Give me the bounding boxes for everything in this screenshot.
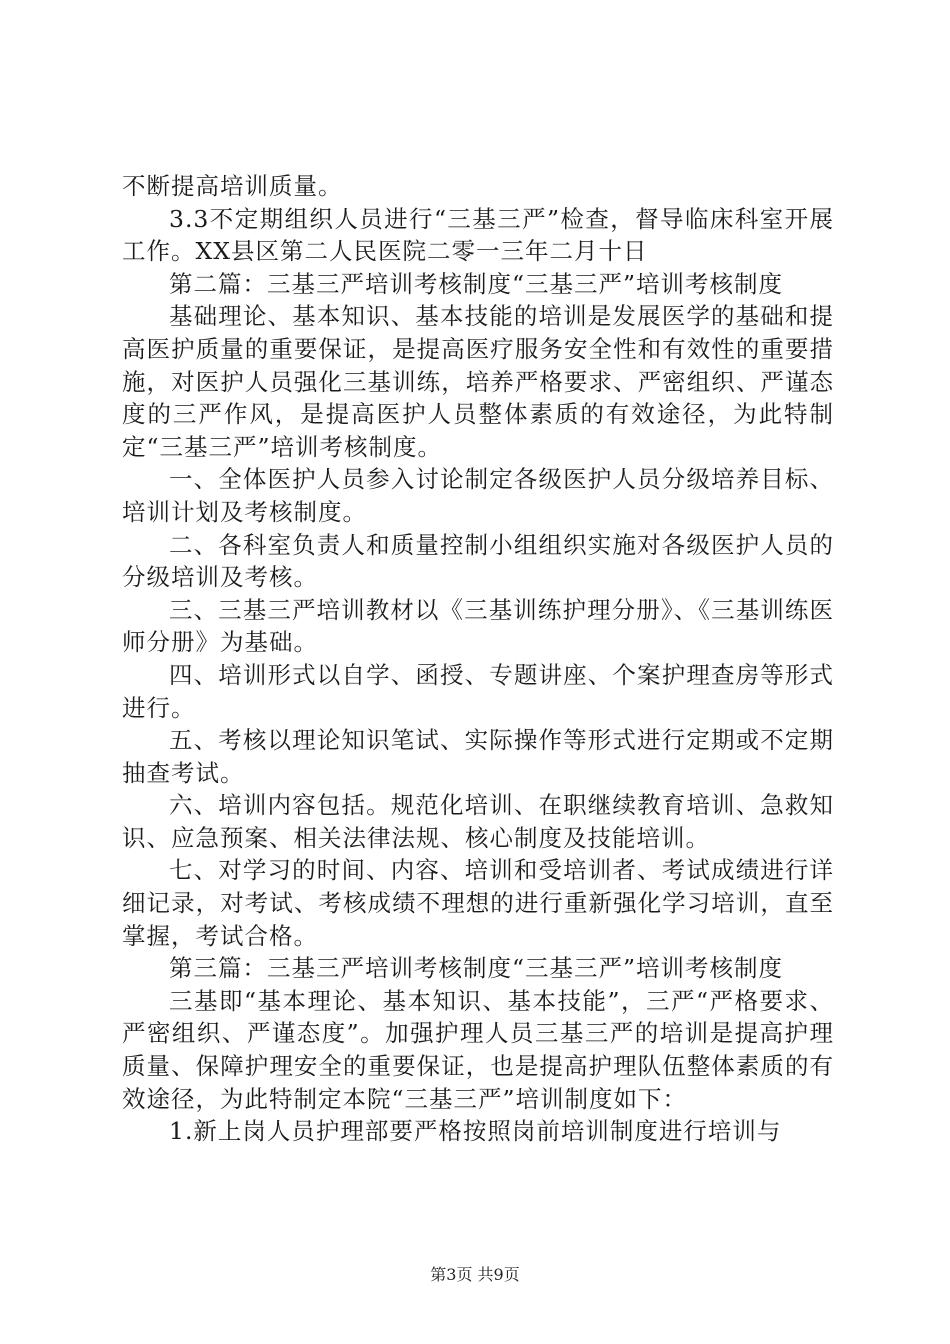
paragraph: 基础理论、基本知识、基本技能的培训是发展医学的基础和提高医护质量的重要保证，是提高医疗服务安全性和有效性的重要措施，对医护人员强化三基训练，培养严格要求、严密组织、严谨态度的三严作风，是提高医护人员整体素质的有效途径，为此特制定“三基三严”培训考核制度。 bbox=[122, 302, 834, 461]
list-item: 1.新上岗人员护理部要严格按照岗前培训制度进行培训与 bbox=[169, 1117, 782, 1146]
paragraph: 不断提高培训质量。 bbox=[122, 172, 343, 200]
section-heading: 第二篇：三基三严培训考核制度“三基三严”培训考核制度 bbox=[169, 269, 784, 298]
list-item: 五、考核以理论知识笔试、实际操作等形式进行定期或不定期抽查考试。 bbox=[122, 726, 834, 787]
paragraph: 3.3不定期组织人员进行“三基三严”检查，督导临床科室开展工作。XX县区第二人民医院二零一三年二月十日 bbox=[122, 204, 834, 266]
list-item: 三、三基三严培训教材以《三基训练护理分册》、《三基训练医师分册》为基础。 bbox=[122, 595, 834, 657]
list-item: 四、培训形式以自学、函授、专题讲座、个案护理查房等形式进行。 bbox=[122, 660, 834, 722]
list-item: 二、各科室负责人和质量控制小组组织实施对各级医护人员的分级培训及考核。 bbox=[122, 530, 834, 592]
paragraph: 三基即“基本理论、基本知识、基本技能”，三严“严格要求、严密组织、严谨态度”。加强护理人员三基三严的培训是提高护理质量、保障护理安全的重要保证，也是提高护理队伍整体素质的有效途径，为此特制定本院“三基三严”培训制度如下： bbox=[122, 986, 834, 1113]
document-body bbox=[122, 170, 834, 1148]
section-heading: 第三篇：三基三严培训考核制度“三基三严”培训考核制度 bbox=[169, 954, 784, 983]
list-item: 一、全体医护人员参入讨论制定各级医护人员分级培养目标、培训计划及考核制度。 bbox=[122, 465, 834, 526]
list-item: 六、培训内容包括。规范化培训、在职继续教育培训、急救知识、应急预案、相关法律法规、核心制度及技能培训。 bbox=[122, 791, 834, 852]
list-item: 七、对学习的时间、内容、培训和受培训者、考试成绩进行详细记录，对考试、考核成绩不理想的进行重新强化学习培训，直至掌握，考试合格。 bbox=[122, 856, 834, 950]
page-number: 第3页 共9页 bbox=[430, 1265, 520, 1284]
